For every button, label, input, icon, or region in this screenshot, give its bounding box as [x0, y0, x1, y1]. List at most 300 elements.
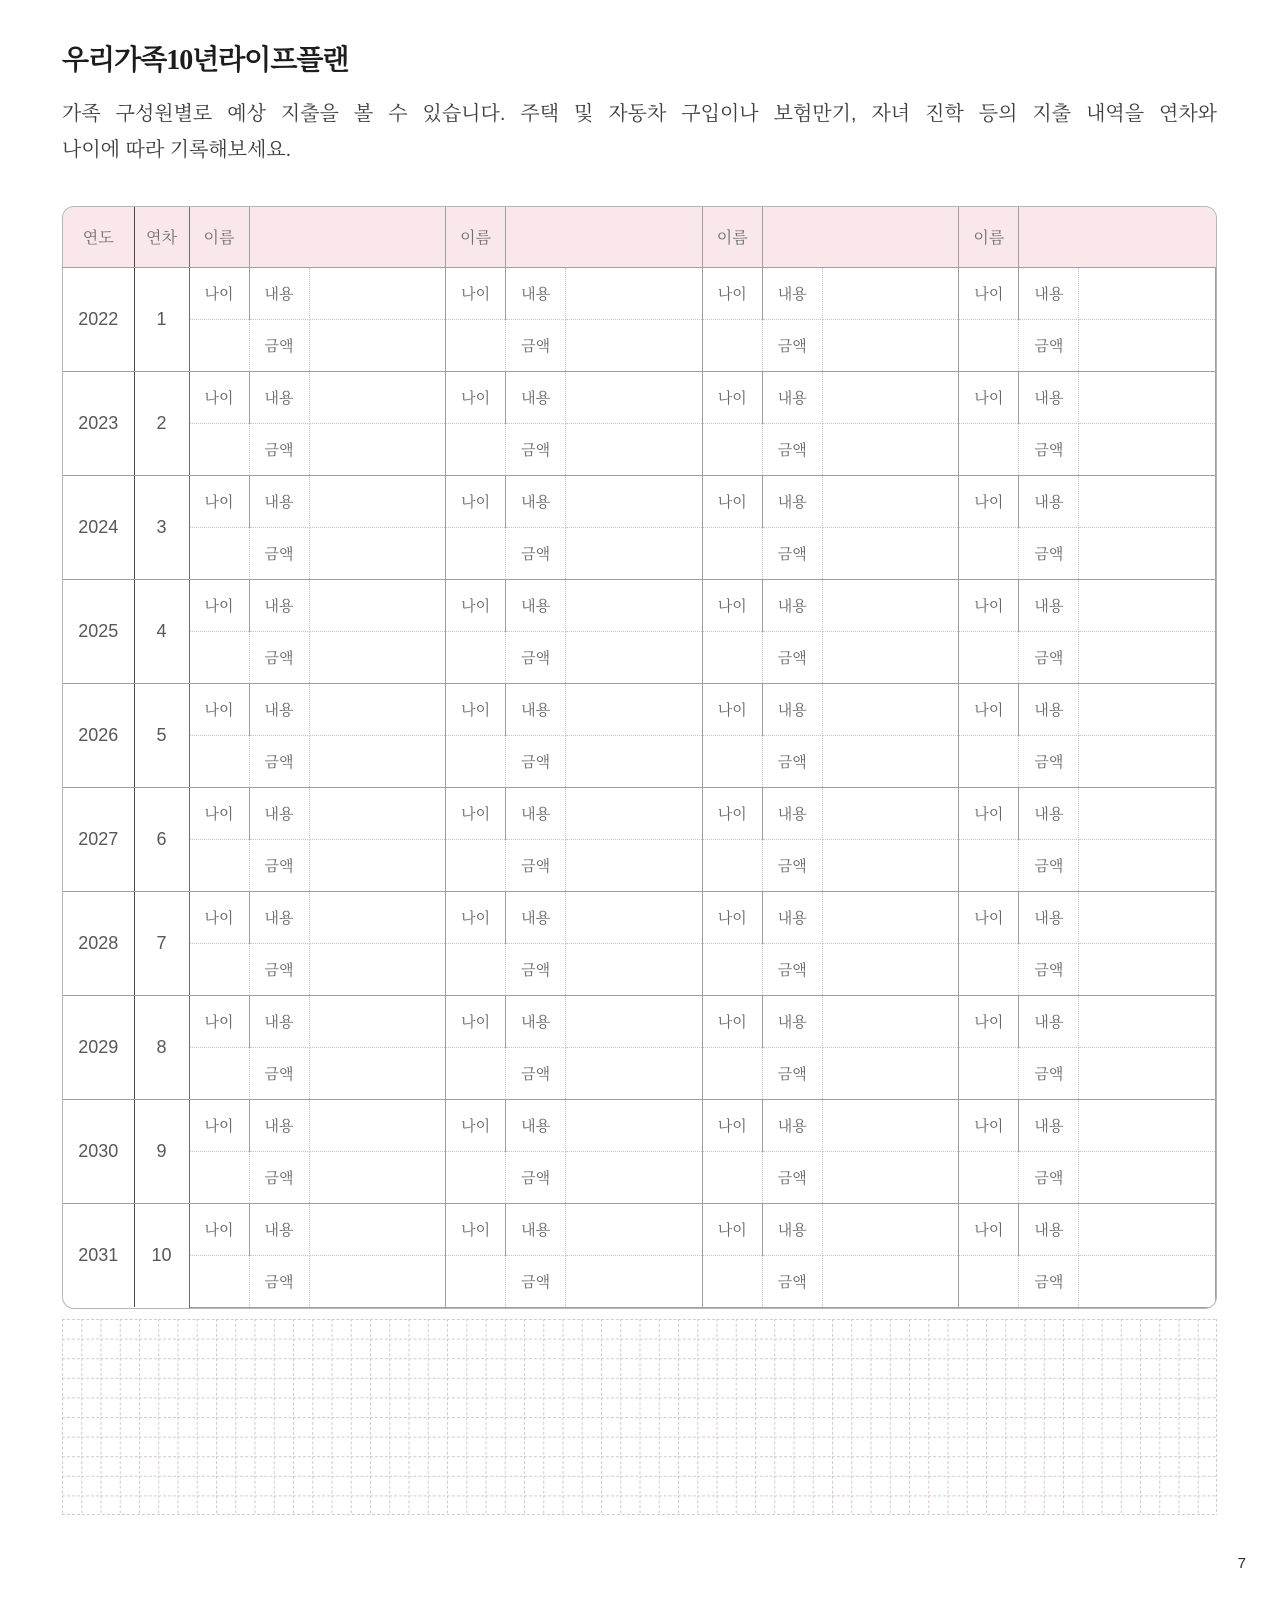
year-no-cell: 5	[134, 683, 189, 787]
content-label: 내용	[506, 995, 566, 1047]
content-entry-cell	[566, 683, 703, 735]
content-entry-cell	[566, 475, 703, 527]
amount-entry-cell	[1079, 839, 1216, 891]
age-entry-cell	[959, 1151, 1019, 1203]
year-no-cell: 4	[134, 579, 189, 683]
page-description-line2: 나이에 따라 기록해보세요.	[62, 139, 292, 161]
content-label: 내용	[249, 267, 309, 319]
age-label: 나이	[959, 371, 1019, 423]
graph-paper-fill	[62, 1319, 1217, 1515]
amount-entry-cell	[309, 1255, 446, 1307]
age-label: 나이	[702, 371, 762, 423]
year-row-top	[63, 371, 1216, 423]
content-entry-cell	[309, 1203, 446, 1255]
amount-label: 금액	[1019, 631, 1079, 683]
year-no-cell: 6	[134, 787, 189, 891]
content-label: 내용	[249, 1099, 309, 1151]
age-entry-cell	[959, 839, 1019, 891]
year-row-top	[63, 579, 1216, 631]
age-label: 나이	[189, 579, 249, 631]
amount-label: 금액	[762, 1151, 822, 1203]
content-label: 내용	[249, 371, 309, 423]
amount-entry-cell	[566, 839, 703, 891]
age-entry-cell	[446, 1151, 506, 1203]
amount-label: 금액	[1019, 527, 1079, 579]
age-label: 나이	[702, 1203, 762, 1255]
age-entry-cell	[702, 631, 762, 683]
amount-entry-cell	[822, 735, 959, 787]
year-no-cell: 2	[134, 371, 189, 475]
year-row-bottom	[63, 1151, 1216, 1203]
year-no-cell: 8	[134, 995, 189, 1099]
year-no-cell: 3	[134, 475, 189, 579]
amount-entry-cell	[309, 423, 446, 475]
content-entry-cell	[1079, 787, 1216, 839]
content-entry-cell	[566, 371, 703, 423]
age-label: 나이	[446, 1099, 506, 1151]
amount-label: 금액	[762, 1255, 822, 1307]
content-entry-cell	[1079, 267, 1216, 319]
age-label: 나이	[189, 1203, 249, 1255]
content-label: 내용	[762, 995, 822, 1047]
age-label: 나이	[959, 1203, 1019, 1255]
table-header	[63, 207, 1216, 267]
amount-label: 금액	[762, 1047, 822, 1099]
amount-entry-cell	[1079, 943, 1216, 995]
age-entry-cell	[702, 423, 762, 475]
amount-label: 금액	[1019, 839, 1079, 891]
content-label: 내용	[506, 475, 566, 527]
content-label: 내용	[506, 683, 566, 735]
column-header-name: 이름	[959, 207, 1019, 267]
year-row-bottom	[63, 839, 1216, 891]
amount-entry-cell	[566, 1255, 703, 1307]
amount-label: 금액	[506, 527, 566, 579]
age-entry-cell	[189, 1255, 249, 1307]
age-entry-cell	[189, 943, 249, 995]
age-entry-cell	[446, 839, 506, 891]
content-label: 내용	[506, 371, 566, 423]
year-cell: 2028	[63, 891, 134, 995]
amount-label: 금액	[249, 527, 309, 579]
content-label: 내용	[1019, 1099, 1079, 1151]
amount-entry-cell	[566, 631, 703, 683]
age-entry-cell	[189, 527, 249, 579]
age-label: 나이	[702, 1099, 762, 1151]
amount-label: 금액	[762, 527, 822, 579]
amount-entry-cell	[566, 943, 703, 995]
amount-label: 금액	[249, 1151, 309, 1203]
content-entry-cell	[822, 267, 959, 319]
age-label: 나이	[189, 995, 249, 1047]
amount-entry-cell	[1079, 423, 1216, 475]
age-entry-cell	[446, 1047, 506, 1099]
content-entry-cell	[822, 891, 959, 943]
content-entry-cell	[566, 787, 703, 839]
amount-entry-cell	[309, 527, 446, 579]
age-label: 나이	[189, 267, 249, 319]
age-entry-cell	[702, 319, 762, 371]
column-header-name: 이름	[189, 207, 249, 267]
amount-entry-cell	[822, 631, 959, 683]
age-entry-cell	[702, 735, 762, 787]
age-entry-cell	[446, 1255, 506, 1307]
content-label: 내용	[762, 1099, 822, 1151]
age-entry-cell	[702, 527, 762, 579]
age-label: 나이	[446, 787, 506, 839]
age-entry-cell	[446, 631, 506, 683]
age-entry-cell	[959, 631, 1019, 683]
content-entry-cell	[1079, 995, 1216, 1047]
content-label: 내용	[249, 995, 309, 1047]
amount-label: 금액	[249, 943, 309, 995]
page-number: 7	[1237, 1555, 1246, 1572]
content-label: 내용	[1019, 891, 1079, 943]
amount-entry-cell	[1079, 1151, 1216, 1203]
age-entry-cell	[446, 319, 506, 371]
age-label: 나이	[959, 995, 1019, 1047]
amount-label: 금액	[762, 319, 822, 371]
amount-label: 금액	[1019, 319, 1079, 371]
content-label: 내용	[249, 683, 309, 735]
content-entry-cell	[309, 787, 446, 839]
content-label: 내용	[1019, 683, 1079, 735]
amount-label: 금액	[762, 943, 822, 995]
age-entry-cell	[702, 1151, 762, 1203]
age-label: 나이	[189, 1099, 249, 1151]
amount-entry-cell	[822, 527, 959, 579]
year-row-top	[63, 891, 1216, 943]
content-label: 내용	[249, 891, 309, 943]
year-row-bottom	[63, 319, 1216, 371]
amount-entry-cell	[309, 1047, 446, 1099]
year-row-bottom	[63, 1255, 1216, 1307]
age-entry-cell	[189, 1151, 249, 1203]
amount-label: 금액	[762, 735, 822, 787]
content-label: 내용	[1019, 579, 1079, 631]
year-row-top	[63, 1099, 1216, 1151]
age-entry-cell	[446, 423, 506, 475]
amount-entry-cell	[1079, 319, 1216, 371]
page-title: 우리가족10년라이프플랜	[62, 45, 349, 76]
age-entry-cell	[189, 839, 249, 891]
year-row-top	[63, 995, 1216, 1047]
content-entry-cell	[1079, 371, 1216, 423]
amount-label: 금액	[249, 735, 309, 787]
amount-label: 금액	[1019, 943, 1079, 995]
amount-entry-cell	[1079, 527, 1216, 579]
age-entry-cell	[702, 943, 762, 995]
amount-label: 금액	[762, 631, 822, 683]
amount-entry-cell	[309, 735, 446, 787]
content-entry-cell	[566, 267, 703, 319]
planner-page	[0, 44, 1280, 1515]
year-row-bottom	[63, 735, 1216, 787]
age-entry-cell	[446, 527, 506, 579]
age-label: 나이	[702, 787, 762, 839]
year-row-top	[63, 267, 1216, 319]
content-label: 내용	[506, 787, 566, 839]
life-plan-table-grid	[63, 207, 1216, 1308]
year-row-bottom	[63, 527, 1216, 579]
content-label: 내용	[762, 579, 822, 631]
column-header-name: 이름	[446, 207, 506, 267]
age-entry-cell	[959, 735, 1019, 787]
amount-entry-cell	[1079, 1255, 1216, 1307]
graph-paper-area	[62, 1319, 1217, 1515]
content-label: 내용	[1019, 475, 1079, 527]
content-label: 내용	[506, 891, 566, 943]
content-label: 내용	[249, 787, 309, 839]
age-entry-cell	[189, 735, 249, 787]
year-cell: 2031	[63, 1203, 134, 1307]
age-entry-cell	[189, 631, 249, 683]
age-label: 나이	[959, 683, 1019, 735]
amount-label: 금액	[762, 423, 822, 475]
amount-label: 금액	[249, 423, 309, 475]
age-label: 나이	[189, 891, 249, 943]
year-no-cell: 7	[134, 891, 189, 995]
year-no-cell: 1	[134, 267, 189, 371]
age-entry-cell	[189, 423, 249, 475]
amount-entry-cell	[822, 1151, 959, 1203]
column-header-name: 이름	[702, 207, 762, 267]
name-entry-cell	[762, 207, 959, 267]
amount-entry-cell	[566, 1151, 703, 1203]
year-row-top	[63, 1203, 1216, 1255]
content-entry-cell	[1079, 579, 1216, 631]
page-description	[62, 96, 1217, 168]
age-label: 나이	[189, 683, 249, 735]
amount-label: 금액	[762, 839, 822, 891]
column-header-year: 연도	[63, 207, 134, 267]
age-label: 나이	[189, 371, 249, 423]
name-entry-cell	[1019, 207, 1216, 267]
amount-entry-cell	[822, 839, 959, 891]
age-label: 나이	[959, 787, 1019, 839]
year-row-bottom	[63, 1047, 1216, 1099]
content-label: 내용	[249, 475, 309, 527]
content-entry-cell	[1079, 475, 1216, 527]
age-entry-cell	[446, 943, 506, 995]
age-label: 나이	[702, 995, 762, 1047]
content-entry-cell	[566, 1203, 703, 1255]
content-label: 내용	[1019, 787, 1079, 839]
age-label: 나이	[959, 1099, 1019, 1151]
amount-label: 금액	[1019, 1255, 1079, 1307]
amount-entry-cell	[309, 943, 446, 995]
amount-entry-cell	[309, 839, 446, 891]
year-cell: 2022	[63, 267, 134, 371]
content-label: 내용	[506, 1203, 566, 1255]
content-entry-cell	[566, 1099, 703, 1151]
content-entry-cell	[822, 371, 959, 423]
year-cell: 2027	[63, 787, 134, 891]
age-entry-cell	[446, 735, 506, 787]
amount-entry-cell	[309, 631, 446, 683]
amount-label: 금액	[506, 1047, 566, 1099]
age-label: 나이	[446, 891, 506, 943]
column-header-yearno: 연차	[134, 207, 189, 267]
age-label: 나이	[959, 579, 1019, 631]
age-label: 나이	[189, 787, 249, 839]
content-entry-cell	[309, 891, 446, 943]
year-cell: 2023	[63, 371, 134, 475]
age-label: 나이	[702, 683, 762, 735]
amount-entry-cell	[309, 319, 446, 371]
page-description-line1: 가족 구성원별로 예상 지출을 볼 수 있습니다. 주택 및 자동차 구입이나 보험만기, 자녀 진학 등의 지출 내역을 연차와	[62, 103, 1217, 125]
content-entry-cell	[822, 995, 959, 1047]
content-label: 내용	[249, 579, 309, 631]
amount-entry-cell	[566, 319, 703, 371]
year-row-bottom	[63, 423, 1216, 475]
content-label: 내용	[506, 579, 566, 631]
content-entry-cell	[822, 1099, 959, 1151]
content-entry-cell	[566, 891, 703, 943]
content-entry-cell	[822, 787, 959, 839]
year-row-bottom	[63, 943, 1216, 995]
age-label: 나이	[446, 995, 506, 1047]
name-entry-cell	[249, 207, 446, 267]
year-cell: 2025	[63, 579, 134, 683]
table-header-row	[63, 207, 1216, 267]
content-entry-cell	[566, 995, 703, 1047]
year-cell: 2024	[63, 475, 134, 579]
content-entry-cell	[822, 475, 959, 527]
amount-entry-cell	[1079, 631, 1216, 683]
age-entry-cell	[702, 1047, 762, 1099]
amount-label: 금액	[506, 319, 566, 371]
amount-label: 금액	[506, 735, 566, 787]
age-entry-cell	[959, 527, 1019, 579]
content-label: 내용	[506, 1099, 566, 1151]
year-row-top	[63, 475, 1216, 527]
graph-paper-grid	[62, 1319, 1217, 1515]
amount-label: 금액	[249, 319, 309, 371]
content-entry-cell	[1079, 1203, 1216, 1255]
content-entry-cell	[309, 267, 446, 319]
content-label: 내용	[762, 683, 822, 735]
content-entry-cell	[822, 683, 959, 735]
age-label: 나이	[189, 475, 249, 527]
amount-label: 금액	[249, 1047, 309, 1099]
name-entry-cell	[506, 207, 703, 267]
amount-entry-cell	[822, 1255, 959, 1307]
content-entry-cell	[1079, 683, 1216, 735]
content-entry-cell	[822, 1203, 959, 1255]
amount-label: 금액	[1019, 1151, 1079, 1203]
year-no-cell: 9	[134, 1099, 189, 1203]
content-entry-cell	[309, 371, 446, 423]
amount-entry-cell	[822, 943, 959, 995]
content-label: 내용	[762, 475, 822, 527]
content-entry-cell	[1079, 1099, 1216, 1151]
content-entry-cell	[309, 995, 446, 1047]
amount-label: 금액	[249, 1255, 309, 1307]
year-row-bottom	[63, 631, 1216, 683]
amount-entry-cell	[566, 527, 703, 579]
content-entry-cell	[309, 579, 446, 631]
amount-label: 금액	[1019, 735, 1079, 787]
content-label: 내용	[762, 267, 822, 319]
age-label: 나이	[702, 579, 762, 631]
life-plan-table	[62, 206, 1217, 1309]
content-entry-cell	[309, 683, 446, 735]
amount-entry-cell	[1079, 735, 1216, 787]
content-label: 내용	[506, 267, 566, 319]
amount-label: 금액	[506, 839, 566, 891]
age-label: 나이	[702, 475, 762, 527]
amount-label: 금액	[506, 631, 566, 683]
content-label: 내용	[762, 1203, 822, 1255]
age-label: 나이	[446, 371, 506, 423]
year-no-cell: 10	[134, 1203, 189, 1307]
content-label: 내용	[762, 891, 822, 943]
amount-entry-cell	[566, 423, 703, 475]
amount-entry-cell	[566, 1047, 703, 1099]
content-entry-cell	[309, 1099, 446, 1151]
content-entry-cell	[822, 579, 959, 631]
amount-label: 금액	[506, 1255, 566, 1307]
table-body	[63, 267, 1216, 1307]
content-label: 내용	[762, 787, 822, 839]
amount-entry-cell	[1079, 1047, 1216, 1099]
year-cell: 2029	[63, 995, 134, 1099]
content-label: 내용	[1019, 267, 1079, 319]
content-entry-cell	[1079, 891, 1216, 943]
age-label: 나이	[446, 475, 506, 527]
age-entry-cell	[702, 1255, 762, 1307]
year-row-top	[63, 683, 1216, 735]
age-label: 나이	[446, 267, 506, 319]
amount-entry-cell	[566, 735, 703, 787]
age-label: 나이	[446, 683, 506, 735]
age-entry-cell	[959, 319, 1019, 371]
age-label: 나이	[702, 267, 762, 319]
age-label: 나이	[702, 891, 762, 943]
amount-label: 금액	[1019, 1047, 1079, 1099]
amount-entry-cell	[822, 423, 959, 475]
age-entry-cell	[959, 423, 1019, 475]
amount-entry-cell	[822, 319, 959, 371]
content-entry-cell	[566, 579, 703, 631]
amount-label: 금액	[249, 839, 309, 891]
age-entry-cell	[959, 1047, 1019, 1099]
age-entry-cell	[959, 1255, 1019, 1307]
age-entry-cell	[189, 319, 249, 371]
content-label: 내용	[1019, 1203, 1079, 1255]
content-label: 내용	[1019, 995, 1079, 1047]
age-entry-cell	[702, 839, 762, 891]
content-label: 내용	[1019, 371, 1079, 423]
age-label: 나이	[446, 579, 506, 631]
year-cell: 2030	[63, 1099, 134, 1203]
content-entry-cell	[309, 475, 446, 527]
amount-entry-cell	[309, 1151, 446, 1203]
year-cell: 2026	[63, 683, 134, 787]
age-label: 나이	[959, 891, 1019, 943]
amount-label: 금액	[506, 943, 566, 995]
year-row-top	[63, 787, 1216, 839]
age-entry-cell	[189, 1047, 249, 1099]
content-label: 내용	[249, 1203, 309, 1255]
content-label: 내용	[762, 371, 822, 423]
age-label: 나이	[959, 267, 1019, 319]
amount-entry-cell	[822, 1047, 959, 1099]
amount-label: 금액	[506, 1151, 566, 1203]
age-entry-cell	[959, 943, 1019, 995]
amount-label: 금액	[506, 423, 566, 475]
